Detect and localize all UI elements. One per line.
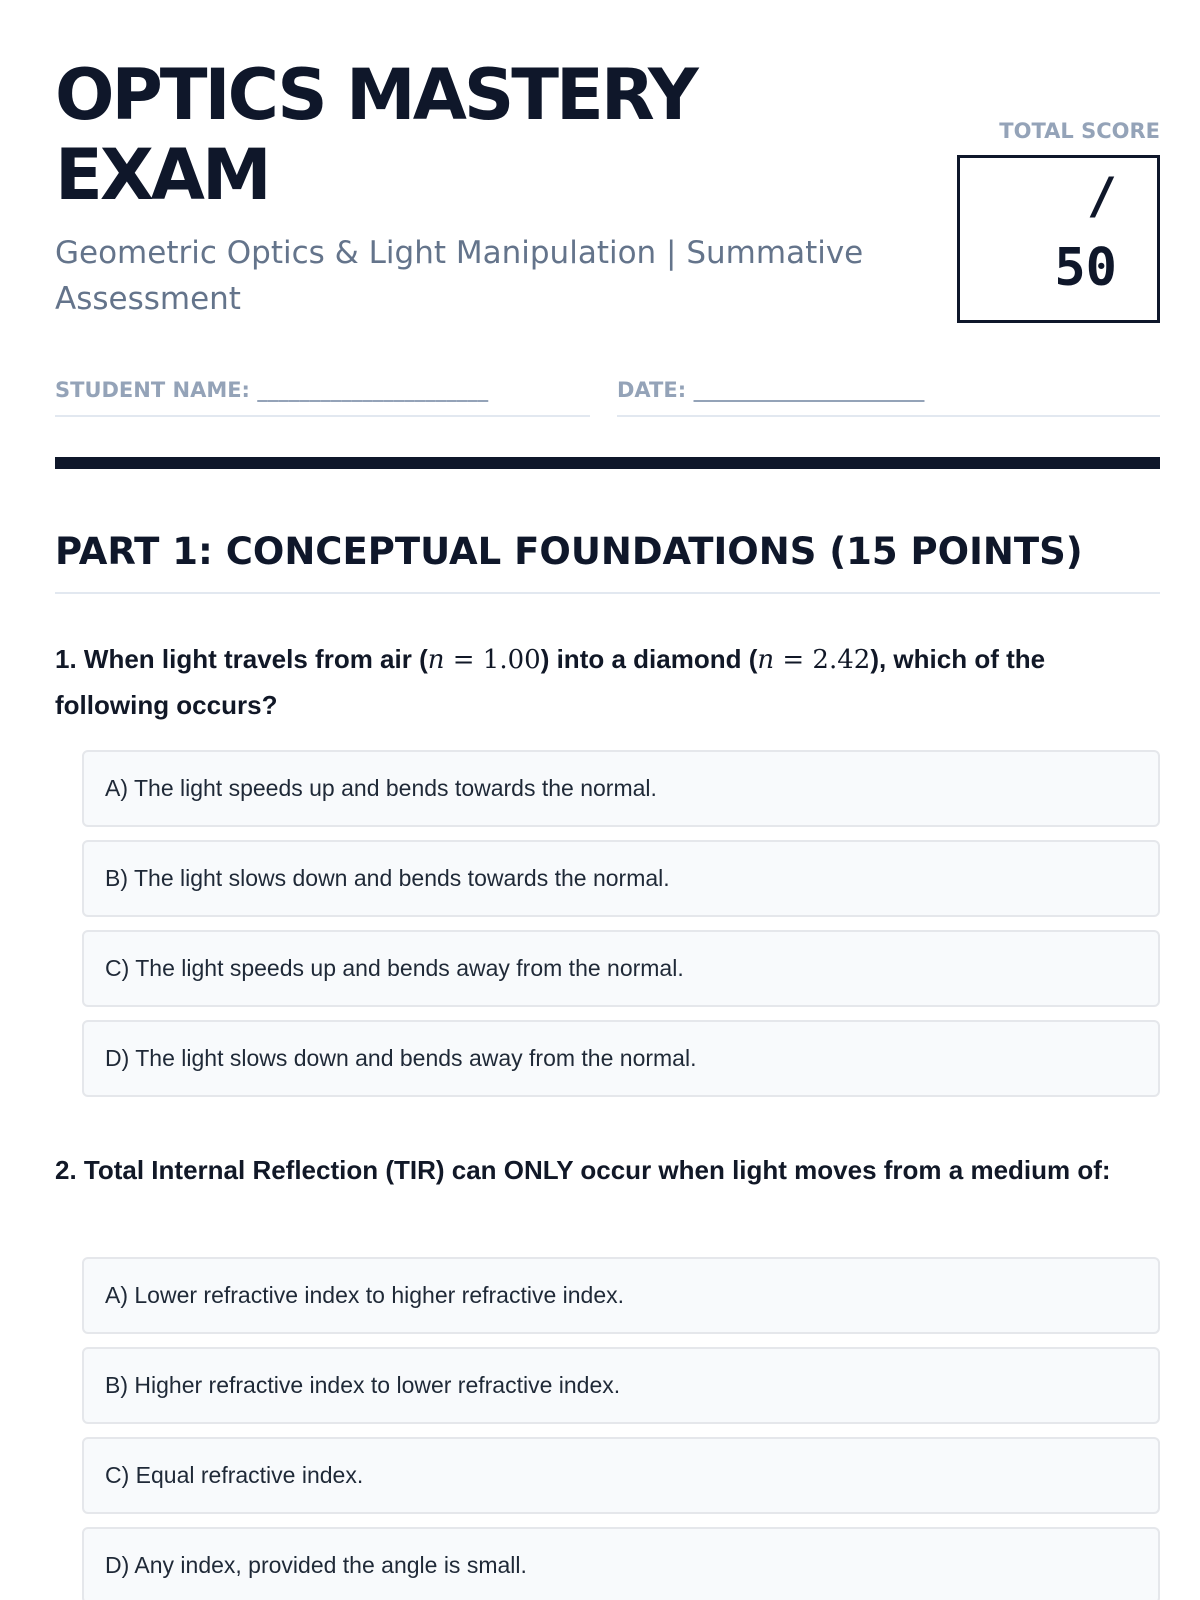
- student-name-field[interactable]: [55, 375, 590, 417]
- exam-header: [55, 55, 1160, 325]
- date-label: DATE:: [617, 378, 687, 402]
- student-name-label: STUDENT NAME:: [55, 378, 250, 402]
- score-total: 50: [1054, 238, 1117, 298]
- question-2-option-c[interactable]: C) Equal refractive index.: [82, 1437, 1160, 1514]
- part-1-heading: PART 1: CONCEPTUAL FOUNDATIONS (15 POINTS): [55, 528, 1160, 594]
- exam-page: [55, 0, 1160, 1600]
- question-1-text-part-b: ) into a diamond (: [540, 644, 758, 674]
- section-divider: [55, 457, 1160, 469]
- total-score-box: [957, 155, 1160, 323]
- question-1: [55, 637, 1160, 1071]
- question-1-text: [55, 637, 1160, 728]
- math-index-diamond-var: n: [757, 645, 775, 675]
- question-1-option-c[interactable]: C) The light speeds up and bends away from the normal.: [82, 930, 1160, 1007]
- date-blank: ______________________: [693, 378, 925, 402]
- math-index-air-value: = 1.00: [444, 645, 541, 675]
- total-score-label: TOTAL SCORE: [999, 119, 1160, 143]
- question-2-option-a[interactable]: A) Lower refractive index to higher refractive index.: [82, 1257, 1160, 1334]
- student-info-fields: [55, 375, 1160, 417]
- math-index-air-var: n: [427, 645, 445, 675]
- exam-title: [55, 55, 875, 215]
- exam-title-line-2: EXAM: [55, 134, 269, 216]
- math-index-air: [428, 645, 541, 675]
- question-1-option-d[interactable]: D) The light slows down and bends away from the normal.: [82, 1020, 1160, 1097]
- math-index-diamond: [757, 645, 870, 675]
- exam-subtitle: Geometric Optics & Light Manipulation | Summative Assessment: [55, 235, 864, 317]
- student-name-blank: ______________________: [257, 378, 489, 402]
- math-index-diamond-value: = 2.42: [774, 645, 871, 675]
- question-1-option-b[interactable]: B) The light slows down and bends towards the normal.: [82, 840, 1160, 917]
- exam-title-line-1: OPTICS MASTERY: [55, 54, 696, 136]
- date-field[interactable]: [617, 375, 1160, 417]
- question-2-text: 2. Total Internal Reflection (TIR) can ONLY occur when light moves from a medium of:: [55, 1155, 1111, 1185]
- question-1-text-part-c: ), which of the following occurs?: [55, 644, 1046, 720]
- question-2-option-d[interactable]: D) Any index, provided the angle is small.: [82, 1527, 1160, 1600]
- question-2: [55, 1150, 1160, 1578]
- score-slash: /: [1086, 167, 1117, 225]
- question-1-text-part-a: 1. When light travels from air (: [55, 644, 428, 674]
- question-1-option-a[interactable]: A) The light speeds up and bends towards the normal.: [82, 750, 1160, 827]
- question-2-option-b[interactable]: B) Higher refractive index to lower refractive index.: [82, 1347, 1160, 1424]
